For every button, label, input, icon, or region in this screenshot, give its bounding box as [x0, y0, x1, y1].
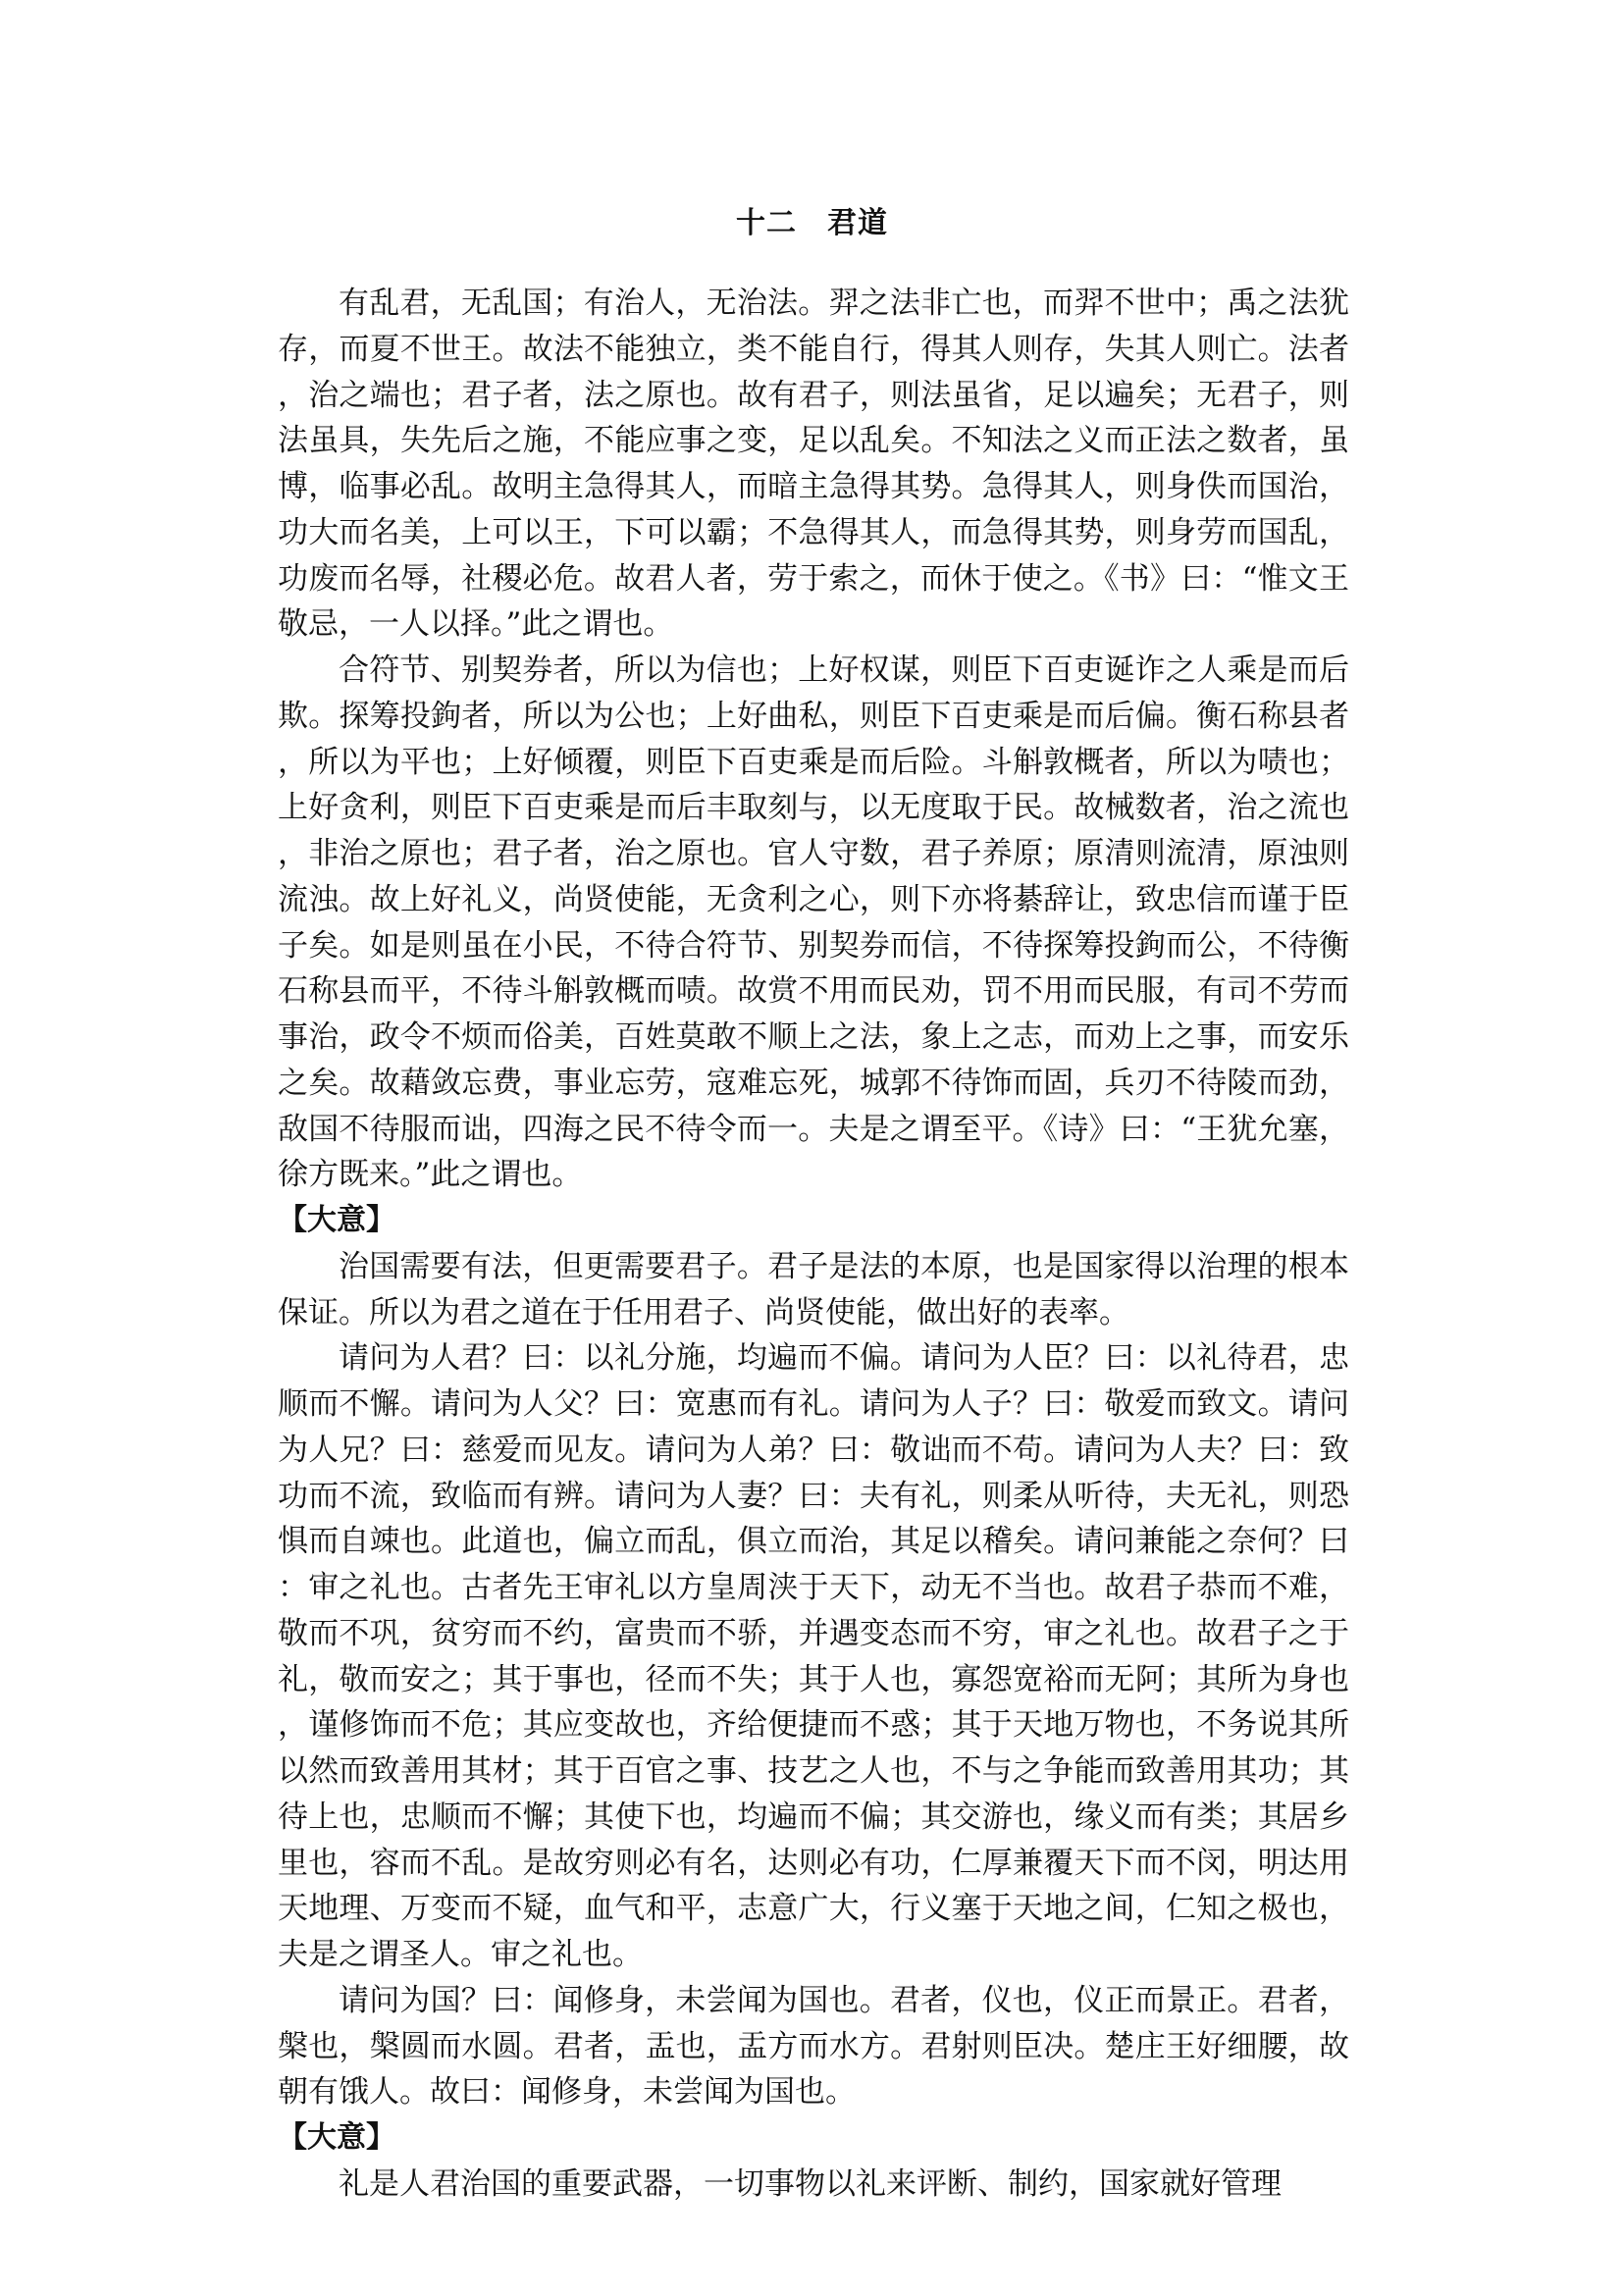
- paragraph-5: 请问为国？曰：闻修身，未尝闻为国也。君者，仪也，仪正而景正。君者，槃也，槃圆而水圆。君者，盂也，盂方而水方。君射则臣决。楚庄王好细腰，故朝有饿人。故曰：闻修身，未尝闻为国也。: [278, 1982, 1349, 2111]
- section-heading-dayi-2: 【大意】: [278, 2120, 395, 2155]
- document-body: [278, 281, 1349, 2208]
- chapter-title: 十二 君道: [736, 206, 888, 240]
- paragraph-4: 请问为人君？曰：以礼分施，均遍而不偏。请问为人臣？曰：以礼待君，忠顺而不懈。请问为人父？曰：宽惠而有礼。请问为人子？曰：敬爱而致文。请问为人兄？曰：慈爱而见友。请问为人弟？曰：敬诎而不苟。请问为人夫？曰：致功而不流，致临而有辨。请问为人妻？曰：夫有礼，则柔从听待，夫无礼，则恐惧而自竦也。此道也，偏立而乱，俱立而治，其足以稽矣。请问兼能之奈何？曰：审之礼也。古者先王审礼以方皇周浃于天下，动无不当也。故君子恭而不难，敬而不巩，贫穷而不约，富贵而不骄，并遇变态而不穷，审之礼也。故君子之于礼，敬而安之；其于事也，径而不失；其于人也，寡怨宽裕而无阿；其所为身也，谨修饰而不危；其应变故也，齐给便捷而不惑；其于天地万物也，不务说其所以然而致善用其材；其于百官之事、技艺之人也，不与之争能而致善用其功；其待上也，忠顺而不懈；其使下也，均遍而不偏；其交游也，缘义而有类；其居乡里也，容而不乱。是故穷则必有名，达则必有功，仁厚兼覆天下而不闵，明达用天地理、万变而不疑，血气和平，志意广大，行义塞于天地之间，仁知之极也，夫是之谓圣人。审之礼也。: [278, 1340, 1349, 1972]
- paragraph-6: 礼是人君治国的重要武器，一切事物以礼来评断、制约，国家就好管理: [339, 2165, 1282, 2202]
- section-heading-dayi-1: 【大意】: [278, 1203, 395, 1237]
- paragraph-3: 治国需要有法，但更需要君子。君子是法的本原，也是国家得以治理的根本保证。所以为君之道在于任用君子、尚贤使能，做出好的表率。: [278, 1248, 1349, 1330]
- paragraph-2: 合符节、别契券者，所以为信也；上好权谋，则臣下百吏诞诈之人乘是而后欺。探筹投鉤者，所以为公也；上好曲私，则臣下百吏乘是而后偏。衡石称县者，所以为平也；上好倾覆，则臣下百吏乘是而后险。斗斛敦概者，所以为啧也；上好贪利，则臣下百吏乘是而后丰取刻与，以无度取于民。故械数者，治之流也，非治之原也；君子者，治之原也。官人守数，君子养原；原清则流清，原浊则流浊。故上好礼义，尚贤使能，无贪利之心，则下亦将綦辞让，致忠信而谨于臣子矣。如是则虽在小民，不待合符节、别契券而信，不待探筹投鉤而公，不待衡石称县而平，不待斗斛敦概而啧。故赏不用而民劝，罚不用而民服，有司不劳而事治，政令不烦而俗美，百姓莫敢不顺上之法，象上之志，而劝上之事，而安乐之矣。故藉敛忘费，事业忘劳，寇难忘死，城郭不待饰而固，兵刃不待陵而劲，敌国不待服而诎，四海之民不待令而一。夫是之谓至平。《诗》曰：“王犹允塞，徐方既来。”此之谓也。: [278, 652, 1349, 1193]
- paragraph-1: 有乱君，无乱国；有治人，无治法。羿之法非亡也，而羿不世中；禹之法犹存，而夏不世王。故法不能独立，类不能自行，得其人则存，失其人则亡。法者，治之端也；君子者，法之原也。故有君子，则法虽省，足以遍矣；无君子，则法虽具，失先后之施，不能应事之变，足以乱矣。不知法之义而正法之数者，虽博，临事必乱。故明主急得其人，而暗主急得其势。急得其人，则身佚而国治，功大而名美，上可以王，下可以霸；不急得其人，而急得其势，则身劳而国乱，功废而名辱，社稷必危。故君人者，劳于索之，而休于使之。《书》曰：“惟文王敬忌，一人以择。”此之谓也。: [278, 286, 1349, 643]
